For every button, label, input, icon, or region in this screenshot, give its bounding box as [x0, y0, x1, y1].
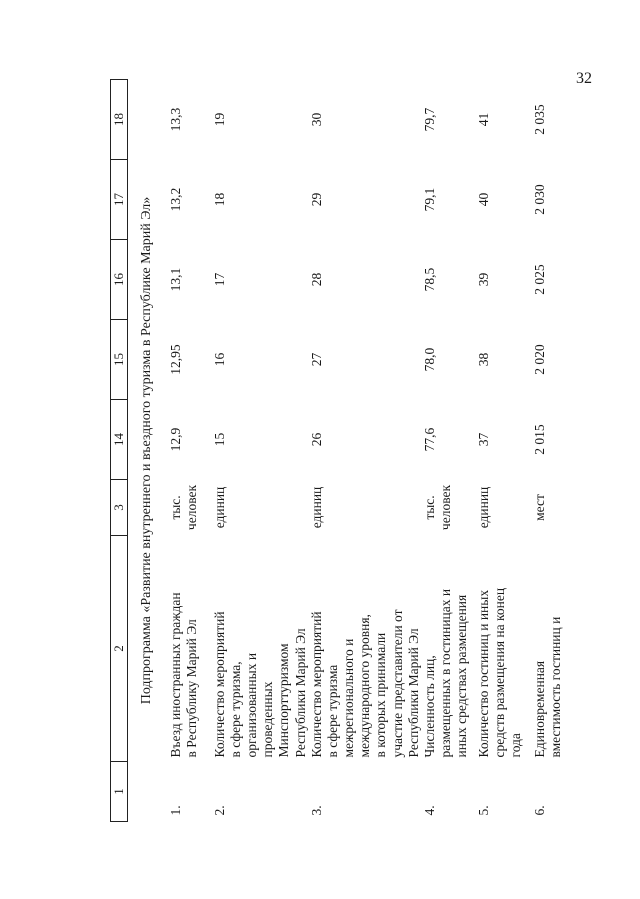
value-cell: 2 015 — [532, 424, 548, 455]
header-col-18: 18 — [111, 80, 128, 160]
indicator-name-line: Единовременная — [532, 660, 548, 758]
subprogram-row — [127, 80, 168, 822]
indicator-name-line: иных средствах размещения — [454, 594, 470, 758]
indicator-name-line: размещенных в гостиницах и — [438, 588, 454, 758]
value-cell: 79,7 — [422, 107, 438, 132]
value-cell: 19 — [211, 112, 227, 127]
unit-line: единиц — [211, 486, 227, 529]
indicator-name-line: межрегионального и — [341, 638, 357, 758]
value-cell: 37 — [476, 432, 492, 447]
header-col-2: 2 — [111, 536, 128, 762]
unit-of-measure — [212, 480, 309, 536]
indicator-name-line: участие представители от — [389, 609, 405, 758]
value-cell: 2 020 — [532, 344, 548, 375]
table-row — [309, 80, 422, 822]
value-cell: 28 — [308, 272, 324, 287]
value-cell: 30 — [308, 112, 324, 127]
header-col-3: 3 — [111, 480, 128, 536]
table-row — [212, 80, 309, 822]
indicator-name-line: проведенных — [260, 681, 276, 758]
unit-of-measure — [309, 480, 422, 536]
unit-line: мест — [532, 494, 548, 521]
value-cell: 77,6 — [422, 427, 438, 452]
unit-line: единиц — [308, 486, 324, 529]
indicator-name — [422, 536, 476, 762]
row-number: 3. — [308, 805, 324, 816]
value-cell: 18 — [211, 192, 227, 207]
indicator-name-line: Количество мероприятий — [308, 611, 324, 758]
indicator-name-line: в сфере туризма — [324, 664, 340, 758]
unit-of-measure — [422, 480, 476, 536]
value-cell: 78,5 — [422, 267, 438, 292]
indicator-name-line: Минспорттуризмом — [276, 643, 292, 758]
header-col-15: 15 — [111, 320, 128, 400]
page-number: 32 — [576, 70, 592, 87]
value-cell: 29 — [308, 192, 324, 207]
value-cell: 2 030 — [532, 184, 548, 215]
value-cell: 2 025 — [532, 264, 548, 295]
value-cell: 79,1 — [422, 187, 438, 212]
indicator-name-line: в Республику Марий Эл — [183, 619, 199, 758]
indicator-name-line: Количество гостиниц и иных — [476, 589, 492, 758]
indicator-name-line: вместимость гостиниц и — [548, 616, 564, 758]
indicator-name-line: средств размещения на конец — [492, 587, 508, 758]
value-cell: 26 — [308, 432, 324, 447]
header-col-1: 1 — [111, 762, 128, 822]
row-number: 4. — [422, 805, 438, 816]
value-cell: 2 035 — [532, 104, 548, 135]
value-cell: 17 — [211, 272, 227, 287]
indicator-name — [168, 536, 212, 762]
unit-line: человек — [438, 484, 454, 531]
indicator-name — [476, 536, 532, 762]
header-col-17: 17 — [111, 160, 128, 240]
row-number: 2. — [211, 805, 227, 816]
row-number: 6. — [532, 805, 548, 816]
unit-line: тыс. — [422, 495, 438, 520]
indicator-name-line: Численность лиц, — [422, 655, 438, 758]
unit-of-measure — [168, 480, 212, 536]
value-cell: 15 — [211, 432, 227, 447]
indicator-name — [309, 536, 422, 762]
table-row — [168, 80, 212, 822]
value-cell: 27 — [308, 352, 324, 367]
indicator-name-line: Республики Марий Эл — [292, 628, 308, 758]
indicators-table — [110, 79, 564, 822]
value-cell: 13,3 — [167, 107, 183, 132]
value-cell: 38 — [476, 352, 492, 367]
rotated-table-area — [110, 80, 564, 822]
indicator-name — [212, 536, 309, 762]
indicator-name-line: в которых принимали — [373, 632, 389, 758]
indicator-name-line: организованных и — [243, 652, 259, 758]
header-col-16: 16 — [111, 240, 128, 320]
unit-line: единиц — [476, 486, 492, 529]
row-number: 1. — [167, 805, 183, 816]
table-row — [476, 80, 532, 822]
value-cell: 12,9 — [167, 427, 183, 452]
indicator-name-line: Въезд иностранных граждан — [167, 592, 183, 758]
indicator-name-line: международного уровня, — [357, 614, 373, 758]
indicator-name — [532, 536, 564, 762]
value-cell: 16 — [211, 352, 227, 367]
header-col-14: 14 — [111, 400, 128, 480]
indicator-name-line: года — [508, 733, 524, 758]
value-cell: 13,1 — [167, 267, 183, 292]
indicator-name-line: Республики Марий Эл — [405, 628, 421, 758]
subprogram-title: Подпрограмма «Развитие внутреннего и въездного туризма в Республике Марий Эл» — [139, 196, 155, 705]
table-row — [532, 80, 564, 822]
unit-of-measure — [532, 480, 564, 536]
row-number: 5. — [476, 805, 492, 816]
unit-line: тыс. — [167, 495, 183, 520]
value-cell: 40 — [476, 192, 492, 207]
indicator-name-line: в сфере туризма, — [227, 661, 243, 758]
value-cell: 13,2 — [167, 187, 183, 212]
value-cell: 78,0 — [422, 347, 438, 372]
table-row — [422, 80, 476, 822]
unit-of-measure — [476, 480, 532, 536]
unit-line: человек — [183, 484, 199, 531]
table-header-row — [111, 80, 128, 822]
value-cell: 39 — [476, 272, 492, 287]
indicator-name-line: Количество мероприятий — [211, 611, 227, 758]
value-cell: 12,95 — [167, 344, 183, 375]
value-cell: 41 — [476, 112, 492, 127]
